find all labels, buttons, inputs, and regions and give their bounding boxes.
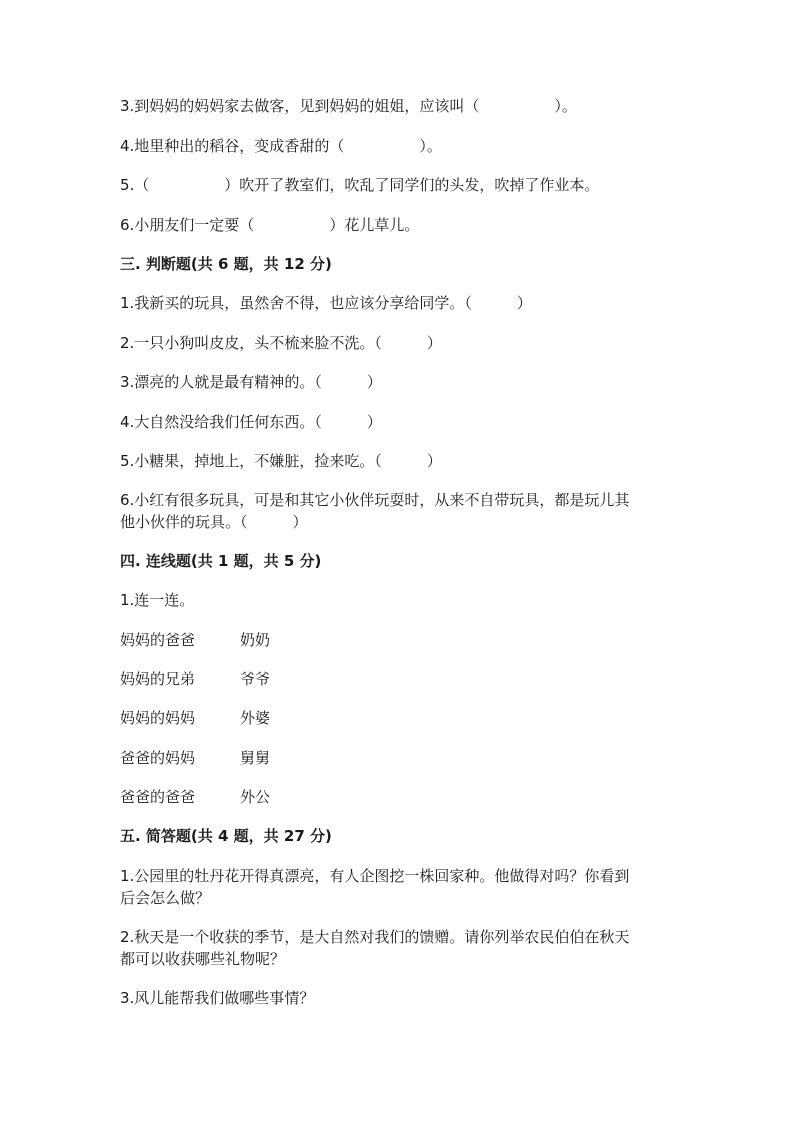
short-answer-question-1-line2: 后会怎么做？	[120, 889, 211, 907]
judge-question-2: 2.一只小狗叫皮皮，头不梳来脸不洗。（ ）	[120, 334, 442, 352]
judge-question-6-line2: 他小伙伴的玩具。（ ）	[120, 513, 308, 531]
judge-section-heading: 三. 判断题(共 6 题，共 12 分)	[120, 255, 332, 273]
matching-right-item: 奶奶	[240, 631, 271, 649]
judge-question-3: 3.漂亮的人就是最有精神的。（ ）	[120, 373, 382, 391]
matching-right-item: 外公	[240, 788, 271, 806]
short-answer-question-2-line2: 都可以收获哪些礼物呢？	[120, 950, 286, 968]
judge-question-4: 4.大自然没给我们任何东西。（ ）	[120, 413, 382, 431]
fill-blank-question-5: 5.（ ）吹开了教室们，吹乱了同学们的头发，吹掉了作业本。	[120, 176, 600, 194]
short-answer-question-2-line1: 2.秋天是一个收获的季节，是大自然对我们的馈赠。请你列举农民伯伯在秋天	[120, 928, 630, 946]
matching-left-item: 爸爸的爸爸	[120, 788, 196, 806]
matching-left-item: 妈妈的爸爸	[120, 631, 196, 649]
matching-section-heading: 四. 连线题(共 1 题，共 5 分)	[120, 552, 322, 570]
short-answer-question-1-line1: 1.公园里的牡丹花开得真漂亮，有人企图挖一株回家种。他做得对吗？你看到	[120, 867, 630, 885]
matching-left-item: 爸爸的妈妈	[120, 749, 196, 767]
matching-right-item: 舅舅	[240, 749, 271, 767]
matching-left-item: 妈妈的兄弟	[120, 670, 196, 688]
fill-blank-question-3: 3.到妈妈的妈妈家去做客，见到妈妈的姐姐，应该叫（ ）。	[120, 97, 577, 115]
matching-left-item: 妈妈的妈妈	[120, 709, 196, 727]
judge-question-5: 5.小糖果，掉地上，不嫌脏，捡来吃。（ ）	[120, 452, 442, 470]
short-answer-section-heading: 五. 简答题(共 4 题，共 27 分)	[120, 827, 332, 845]
fill-blank-question-4: 4.地里种出的稻谷，变成香甜的（ ）。	[120, 137, 442, 155]
matching-right-item: 爷爷	[240, 670, 271, 688]
fill-blank-question-6: 6.小朋友们一定要（ ）花儿草儿。	[120, 216, 420, 234]
short-answer-question-3: 3.风儿能帮我们做哪些事情？	[120, 989, 315, 1007]
judge-question-1: 1.我新买的玩具，虽然舍不得，也应该分享给同学。（ ）	[120, 294, 532, 312]
matching-right-item: 外婆	[240, 709, 271, 727]
judge-question-6-line1: 6.小红有很多玩具，可是和其它小伙伴玩耍时，从来不自带玩具，都是玩儿其	[120, 491, 630, 509]
matching-prompt: 1.连一连。	[120, 591, 195, 609]
